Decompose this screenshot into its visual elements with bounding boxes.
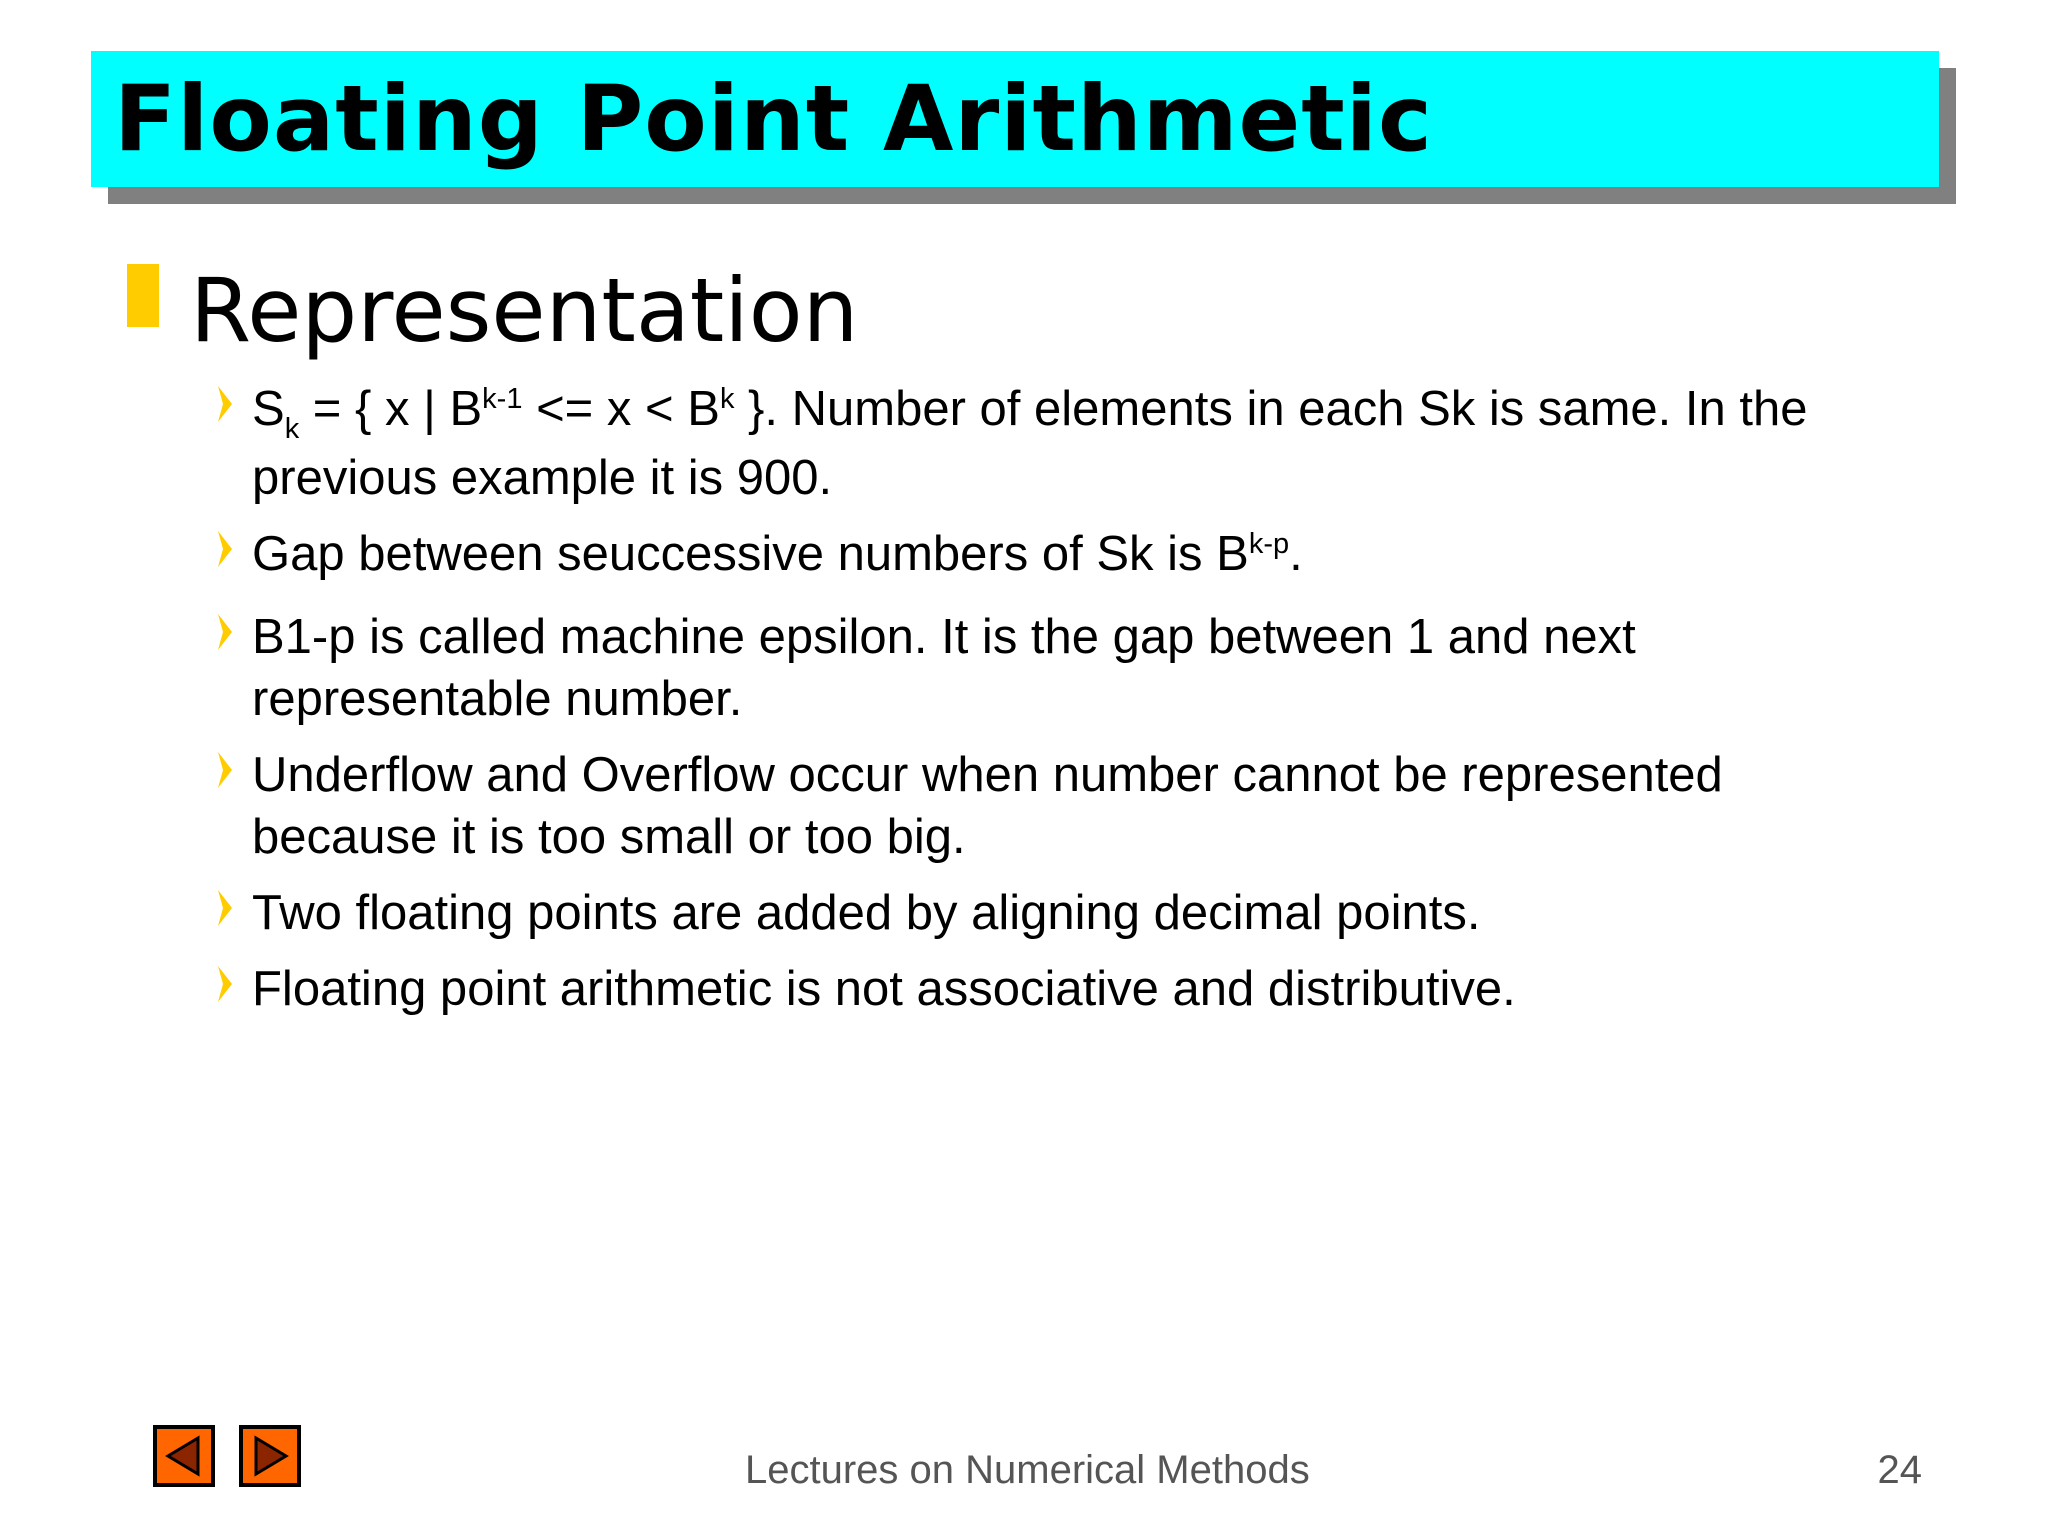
bullet-item xyxy=(214,378,1914,509)
bullet-item xyxy=(214,744,1914,868)
bullet-text xyxy=(252,527,1303,581)
bullet-text xyxy=(252,886,1481,940)
bullet-item xyxy=(214,958,1914,1020)
bullet-item xyxy=(214,882,1914,944)
slide-title: Floating Point Arithmetic xyxy=(114,66,1433,172)
bullet-text-part: k xyxy=(719,383,735,415)
bullet-text xyxy=(252,382,1808,505)
bullet-text-part: Floating point arithmetic is not associative and distributive. xyxy=(252,962,1516,1016)
title-bar xyxy=(91,51,1939,187)
bullet-text-part: Two floating points are added by aligning decimal points. xyxy=(252,886,1481,940)
arrow-bullet-icon xyxy=(214,964,234,1004)
page-number: 24 xyxy=(1877,1448,1922,1492)
bullet-text-part: }. Number of elements in each Sk is same. In the previous example it is 900. xyxy=(252,382,1808,505)
bullet-text-part: k-1 xyxy=(482,383,523,415)
previous-slide-button[interactable] xyxy=(153,1425,215,1487)
bullet-text-part: S xyxy=(252,382,285,436)
bullet-text xyxy=(252,748,1723,864)
bullet-item xyxy=(214,606,1914,730)
right-triangle-icon xyxy=(248,1434,292,1478)
bullet-text-part: <= x < B xyxy=(522,382,720,436)
bullet-text-part: k-p xyxy=(1248,528,1290,560)
left-triangle-icon xyxy=(162,1434,206,1478)
bullet-list xyxy=(214,378,1914,1034)
bullet-text xyxy=(252,962,1516,1016)
footer-text: Lectures on Numerical Methods xyxy=(745,1448,1310,1492)
bullet-item xyxy=(214,523,1914,592)
arrow-bullet-icon xyxy=(214,384,234,424)
arrow-bullet-icon xyxy=(214,529,234,569)
bullet-text-part: B1-p is called machine epsilon. It is the gap between 1 and next representable number. xyxy=(252,610,1636,726)
bullet-text xyxy=(252,610,1636,726)
bullet-text-part: Underflow and Overflow occur when number cannot be represented because it is too small or too big. xyxy=(252,748,1723,864)
section-heading: Representation xyxy=(190,259,859,362)
bullet-text-part: = { x | B xyxy=(299,382,483,436)
bullet-text-part: Gap between seuccessive numbers of Sk is B xyxy=(252,527,1249,581)
arrow-bullet-icon xyxy=(214,888,234,928)
bullet-text-part: k xyxy=(284,413,300,445)
bullet-text-part: . xyxy=(1289,527,1303,581)
arrow-bullet-icon xyxy=(214,750,234,790)
heading-bullet-marker xyxy=(127,264,159,327)
arrow-bullet-icon xyxy=(214,612,234,652)
next-slide-button[interactable] xyxy=(239,1425,301,1487)
